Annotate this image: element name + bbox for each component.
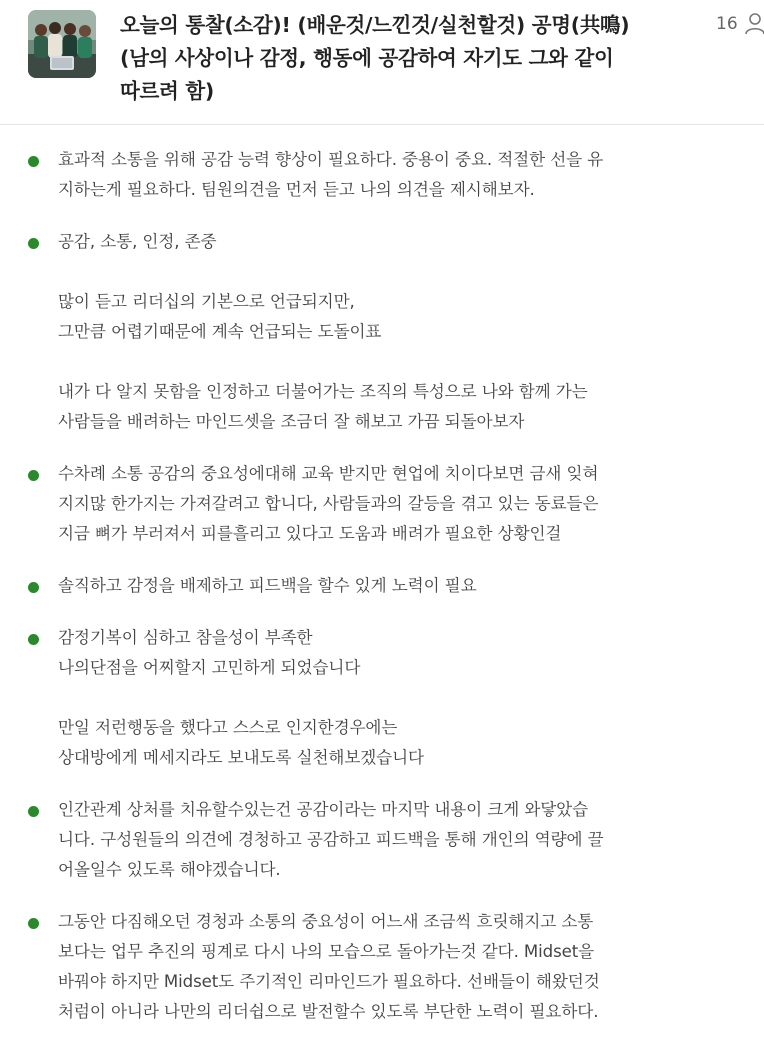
list-item-text: 내가 다 알지 못함을 인정하고 더불어가는 조직의 특성으로 나와 함께 가는 사람들을 배려하는 마인드셋을 조금더 잘 해보고 가끔 되돌아보자: [58, 382, 588, 431]
list-item-text: 수차례 소통 공감의 중요성에대해 교육 받지만 현업에 치이다보면 금새 잊혀 지지많 한가지는 가져갈려고 합니다, 사람들과의 갈등을 겪고 있는 동료들은 지금 뼈가 부러져서 피를흘리고 있다고 도움과 배려가 필요한 상황인걸: [58, 464, 599, 543]
bullet-icon: [28, 470, 39, 481]
list-item: [0, 459, 764, 549]
list-item-text: 많이 듣고 리더십의 기본으로 언급되지만, 그만큼 어렵기때문에 계속 언급되는 도돌이표: [58, 292, 382, 341]
post-header: [0, 0, 764, 125]
bullet-icon: [28, 238, 39, 249]
list-item: [0, 145, 764, 205]
list-item: [0, 795, 764, 885]
post-title-line: 따르려 함): [120, 79, 214, 103]
list-item-text: 만일 저런행동을 했다고 스스로 인지한경우에는 상대방에게 메세지라도 보내도록 실천해보겠습니다: [58, 718, 424, 767]
person-icon[interactable]: [744, 12, 764, 36]
group-photo-icon: [28, 10, 96, 78]
post-title: [120, 9, 690, 108]
list-item: [0, 571, 764, 601]
list-item: [0, 907, 764, 1027]
post-title-line: (남의 사상이나 감정, 행동에 공감하여 자기도 그와 같이: [120, 46, 614, 70]
bullet-icon: [28, 634, 39, 645]
participant-count: 16: [716, 14, 738, 34]
list-item-text: 효과적 소통을 위해 공감 능력 향상이 필요하다. 중용이 중요. 적절한 선을 유 지하는게 필요하다. 팀원의견을 먼저 듣고 나의 의견을 제시해보자.: [58, 150, 604, 199]
post-title-line: 오늘의 통찰(소감)! (배운것/느낀것/실천할것) 공명(共鳴): [120, 13, 630, 37]
bullet-icon: [28, 806, 39, 817]
list-item-text: 감정기복이 심하고 참을성이 부족한 나의단점을 어찌할지 고민하게 되었습니다: [58, 628, 361, 677]
list-item: [0, 623, 764, 773]
post-thumbnail-image[interactable]: [28, 10, 96, 78]
bullet-icon: [28, 582, 39, 593]
list-item-text: 인간관계 상처를 치유할수있는건 공감이라는 마지막 내용이 크게 와닿았습 니다. 구성원들의 의견에 경청하고 공감하고 피드백을 통해 개인의 역량에 끌 어올일수 있도록 해야겠습니다.: [58, 800, 604, 879]
bullet-icon: [28, 918, 39, 929]
bullet-icon: [28, 156, 39, 167]
list-item-text: 그동안 다짐해오던 경청과 소통의 중요성이 어느새 조금씩 흐릿해지고 소통 보다는 업무 추진의 핑계로 다시 나의 모습으로 돌아가는것 같다. Midset을 바꿔야 하지만 Midset도 주기적인 리마인드가 필요하다. 선배들이 해왔던것 처럼이 아니라 나만의 리더쉽으로 발전할수 있도록 부단한 노력이 필요하다.: [58, 912, 600, 1021]
list-item-text: 솔직하고 감정을 배제하고 피드백을 할수 있게 노력이 필요: [58, 576, 477, 595]
response-list: [0, 145, 764, 1049]
list-item-text: 공감, 소통, 인정, 존중: [58, 232, 217, 251]
list-item: [0, 227, 764, 437]
